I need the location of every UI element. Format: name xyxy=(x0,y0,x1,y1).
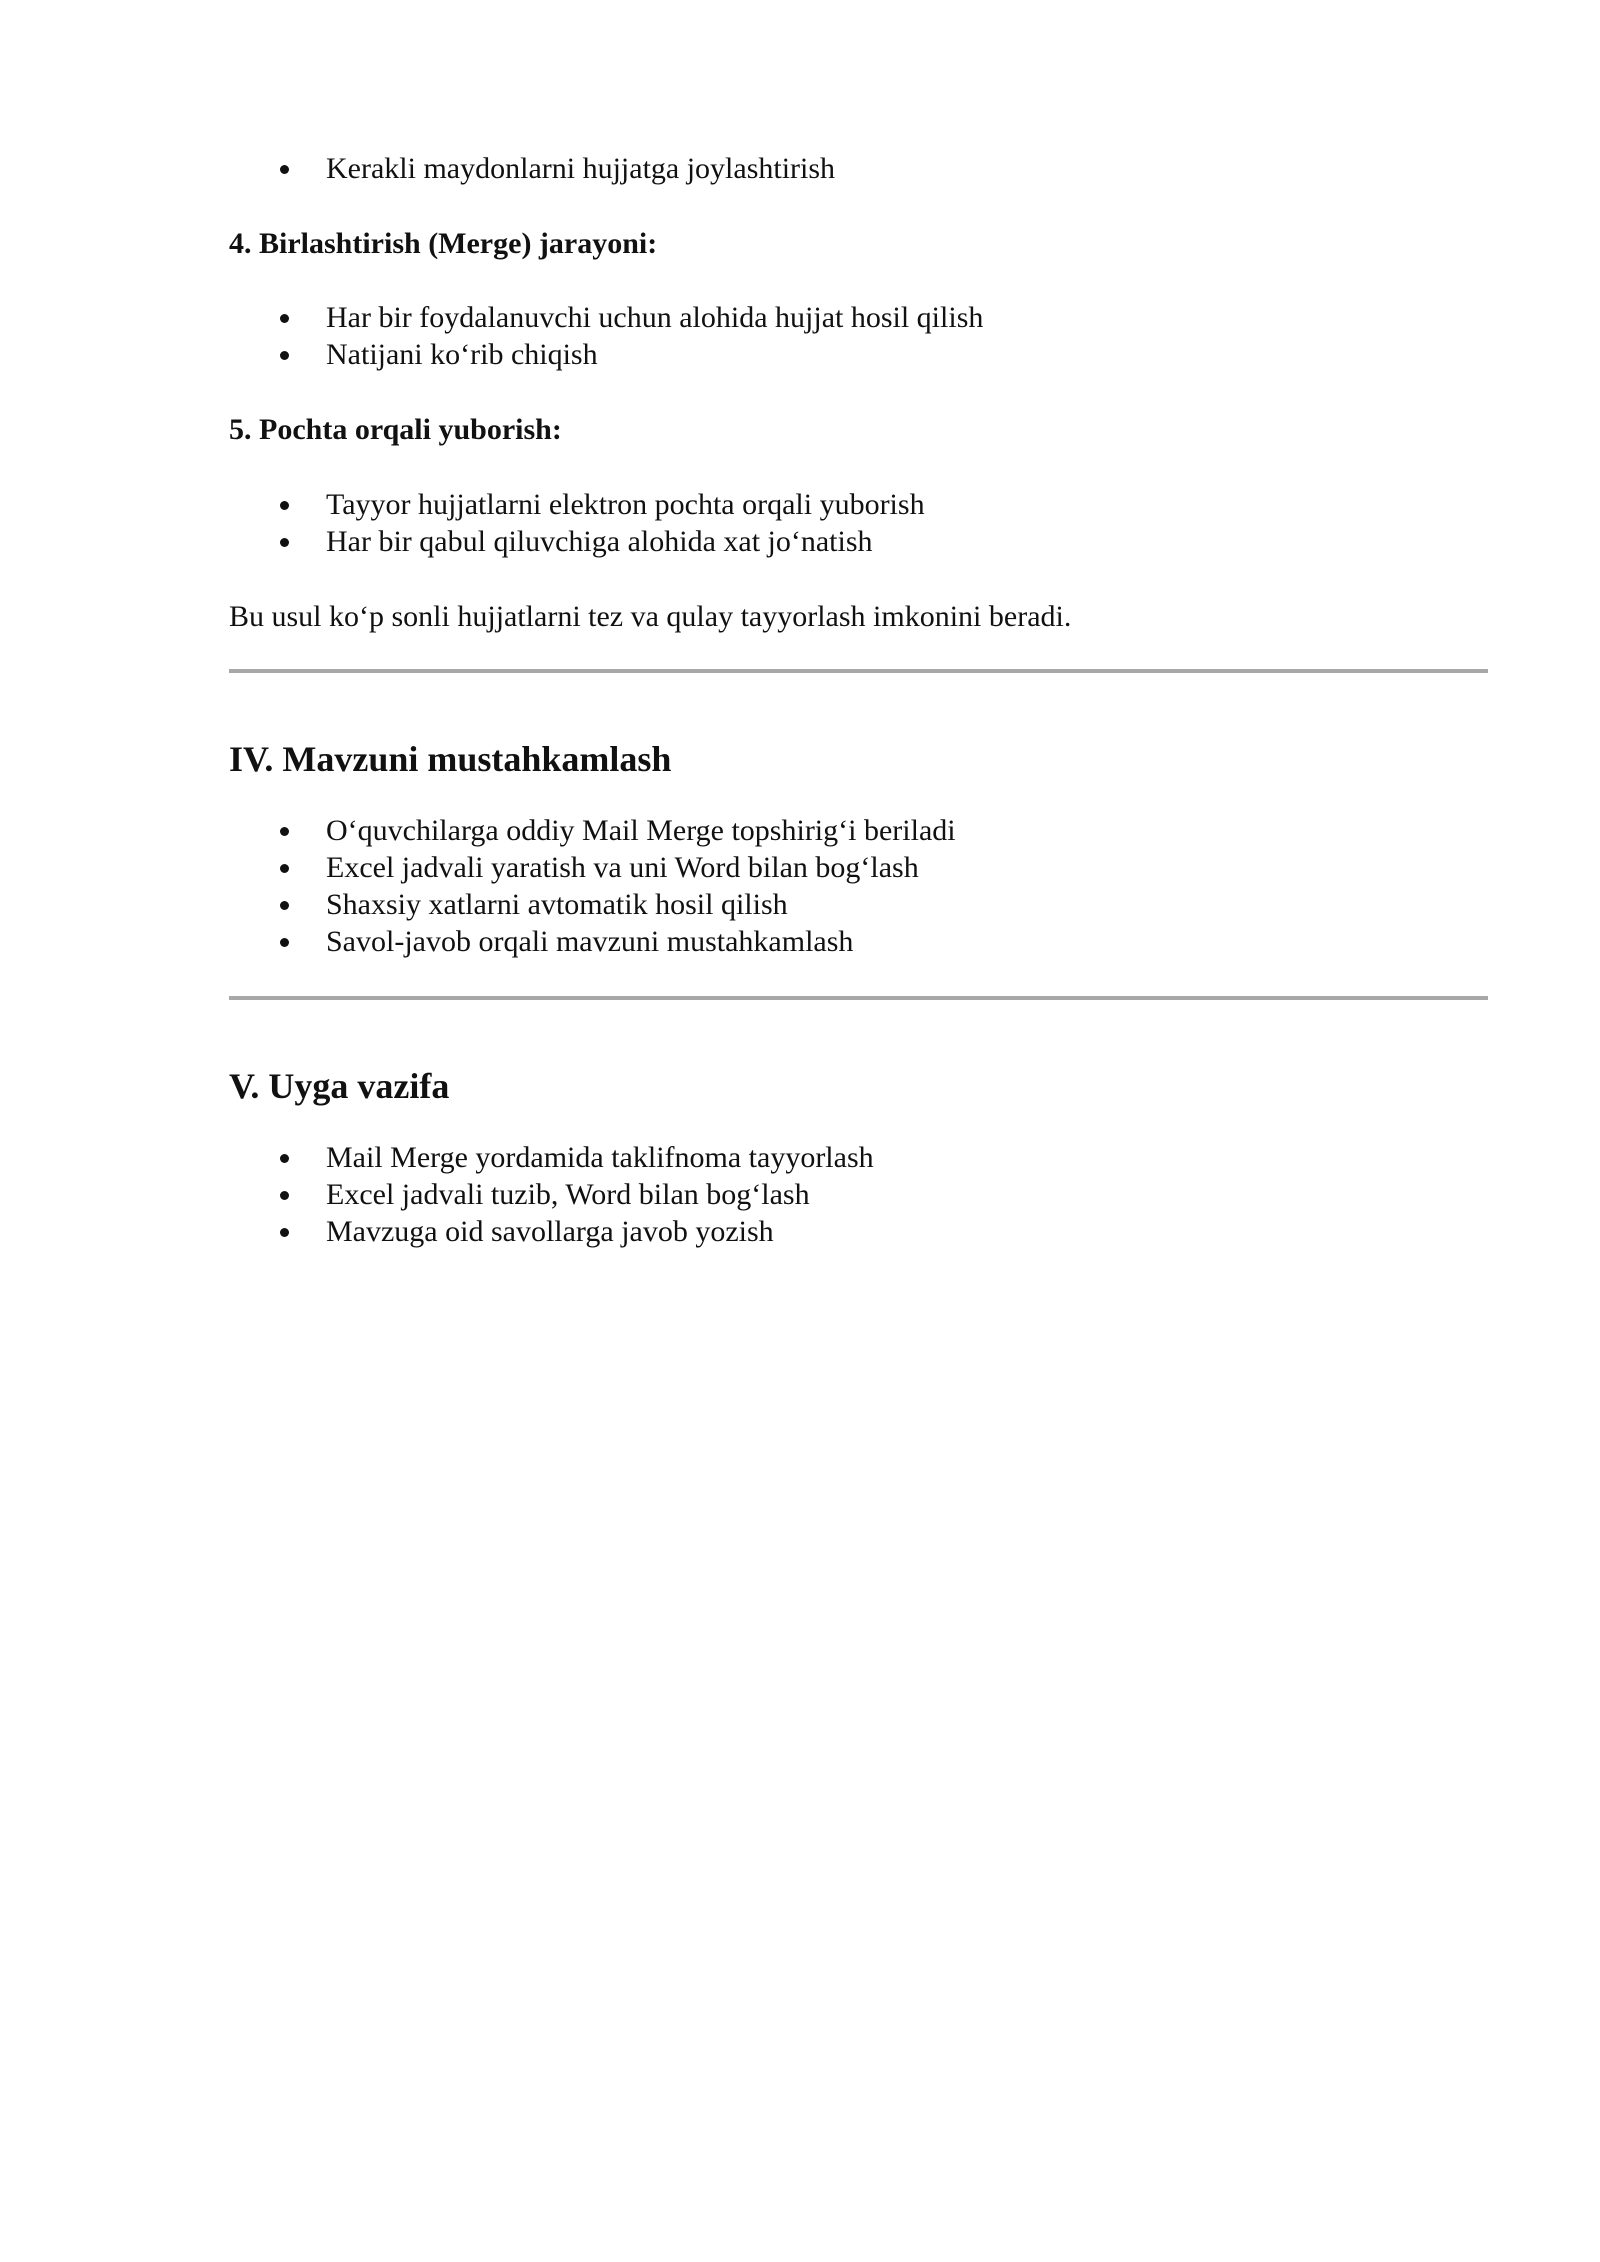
list-item: O‘quvchilarga oddiy Mail Merge topshirig‘i beriladi xyxy=(229,812,1488,849)
bullet-icon xyxy=(280,165,289,174)
list-item: Kerakli maydonlarni hujjatga joylashtirish xyxy=(229,150,1488,187)
bullet-icon xyxy=(280,1154,289,1163)
list-item: Har bir foydalanuvchi uchun alohida hujjat hosil qilish xyxy=(229,299,1488,336)
bullet-icon xyxy=(280,901,289,910)
list-item: Mavzuga oid savollarga javob yozish xyxy=(229,1213,1488,1250)
section5-bullet-list xyxy=(229,1139,1488,1250)
bullet-icon xyxy=(280,938,289,947)
bullet-icon xyxy=(280,314,289,323)
bullet-icon xyxy=(280,827,289,836)
list-item: Tayyor hujjatlarni elektron pochta orqali yuborish xyxy=(229,486,1488,523)
section3-bullet-list xyxy=(229,150,1488,187)
step5-bullet-list xyxy=(229,486,1488,560)
section4-bullet-list xyxy=(229,812,1488,960)
bullet-icon xyxy=(280,538,289,547)
section4-heading: IV. Mavzuni mustahkamlash xyxy=(229,739,672,779)
bullet-icon xyxy=(280,1191,289,1200)
list-item: Har bir qabul qiluvchiga alohida xat jo‘natish xyxy=(229,523,1488,560)
bullet-icon xyxy=(280,351,289,360)
list-item: Excel jadvali yaratish va uni Word bilan bog‘lash xyxy=(229,849,1488,886)
section5-heading: V. Uyga vazifa xyxy=(229,1066,450,1106)
list-item: Mail Merge yordamida taklifnoma tayyorlash xyxy=(229,1139,1488,1176)
bullet-icon xyxy=(280,501,289,510)
step5-heading: 5. Pochta orqali yuborish: xyxy=(229,413,562,446)
bullet-icon xyxy=(280,1228,289,1237)
step4-heading: 4. Birlashtirish (Merge) jarayoni: xyxy=(229,227,658,260)
summary-paragraph: Bu usul ko‘p sonli hujjatlarni tez va qulay tayyorlash imkonini beradi. xyxy=(229,600,1072,633)
list-item: Natijani ko‘rib chiqish xyxy=(229,336,1488,373)
list-item: Excel jadvali tuzib, Word bilan bog‘lash xyxy=(229,1176,1488,1213)
list-item: Shaxsiy xatlarni avtomatik hosil qilish xyxy=(229,886,1488,923)
list-item: Savol-javob orqali mavzuni mustahkamlash xyxy=(229,923,1488,960)
bullet-icon xyxy=(280,864,289,873)
step4-bullet-list xyxy=(229,299,1488,373)
page-content xyxy=(229,150,1488,1250)
